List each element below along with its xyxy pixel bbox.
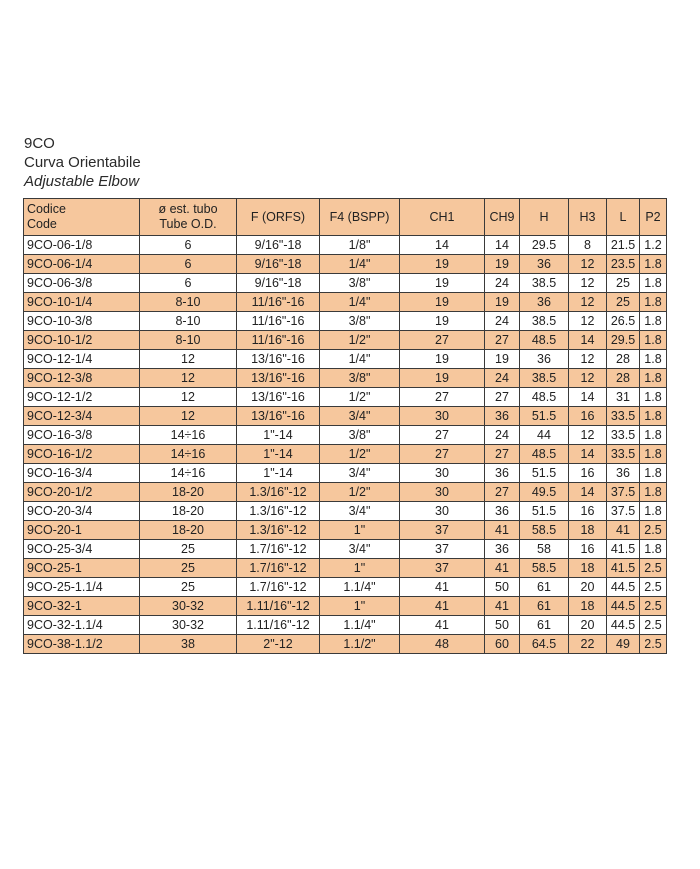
cell-ch9: 19 — [485, 293, 520, 312]
cell-h3: 20 — [569, 616, 607, 635]
cell-l: 23.5 — [607, 255, 640, 274]
cell-ch1: 19 — [400, 369, 485, 388]
cell-ch9: 19 — [485, 350, 520, 369]
cell-f4: 1/2" — [320, 445, 400, 464]
col-header-h: H — [520, 199, 569, 236]
cell-h3: 18 — [569, 559, 607, 578]
cell-ch1: 19 — [400, 312, 485, 331]
cell-tube: 12 — [140, 369, 237, 388]
cell-p2: 2.5 — [640, 521, 667, 540]
cell-ch1: 14 — [400, 236, 485, 255]
cell-h: 48.5 — [520, 445, 569, 464]
cell-h: 61 — [520, 616, 569, 635]
col-header-code-it: Codice — [27, 202, 66, 216]
cell-tube: 12 — [140, 388, 237, 407]
table-row — [24, 559, 667, 578]
cell-f4: 1" — [320, 521, 400, 540]
cell-code: 9CO-12-1/4 — [24, 350, 140, 369]
cell-f: 1.3/16"-12 — [237, 521, 320, 540]
table-row — [24, 502, 667, 521]
cell-f4: 1" — [320, 597, 400, 616]
cell-h: 51.5 — [520, 502, 569, 521]
table-row — [24, 540, 667, 559]
cell-f: 13/16"-16 — [237, 350, 320, 369]
cell-h: 48.5 — [520, 388, 569, 407]
cell-h3: 12 — [569, 426, 607, 445]
cell-ch1: 19 — [400, 274, 485, 293]
col-header-tube-en: Tube O.D. — [159, 217, 217, 231]
cell-h3: 12 — [569, 255, 607, 274]
cell-l: 29.5 — [607, 331, 640, 350]
cell-l: 28 — [607, 369, 640, 388]
table-row — [24, 293, 667, 312]
cell-tube: 8-10 — [140, 331, 237, 350]
cell-code: 9CO-12-3/8 — [24, 369, 140, 388]
product-title-italian: Curva Orientabile — [24, 154, 141, 171]
cell-code: 9CO-20-1/2 — [24, 483, 140, 502]
product-code: 9CO — [24, 135, 55, 152]
table-row — [24, 521, 667, 540]
cell-h: 64.5 — [520, 635, 569, 654]
cell-code: 9CO-10-1/2 — [24, 331, 140, 350]
cell-ch1: 37 — [400, 521, 485, 540]
cell-code: 9CO-06-3/8 — [24, 274, 140, 293]
cell-p2: 2.5 — [640, 635, 667, 654]
col-header-tube-it: ø est. tubo — [158, 202, 218, 216]
cell-code: 9CO-16-3/8 — [24, 426, 140, 445]
table-row — [24, 445, 667, 464]
cell-f: 1"-14 — [237, 426, 320, 445]
table-row — [24, 407, 667, 426]
cell-f4: 3/8" — [320, 312, 400, 331]
cell-code: 9CO-20-3/4 — [24, 502, 140, 521]
cell-ch9: 27 — [485, 388, 520, 407]
cell-ch9: 24 — [485, 369, 520, 388]
cell-ch1: 41 — [400, 616, 485, 635]
cell-f: 2"-12 — [237, 635, 320, 654]
cell-p2: 2.5 — [640, 559, 667, 578]
cell-ch1: 27 — [400, 388, 485, 407]
spec-table — [23, 198, 667, 654]
cell-ch1: 37 — [400, 540, 485, 559]
cell-ch9: 27 — [485, 331, 520, 350]
cell-code: 9CO-25-1.1/4 — [24, 578, 140, 597]
cell-h3: 18 — [569, 521, 607, 540]
cell-tube: 18-20 — [140, 502, 237, 521]
table-row — [24, 578, 667, 597]
cell-tube: 30-32 — [140, 616, 237, 635]
cell-h3: 18 — [569, 597, 607, 616]
cell-h3: 14 — [569, 388, 607, 407]
cell-f4: 1/2" — [320, 331, 400, 350]
cell-tube: 38 — [140, 635, 237, 654]
cell-tube: 12 — [140, 407, 237, 426]
cell-ch9: 27 — [485, 483, 520, 502]
cell-f: 11/16"-16 — [237, 312, 320, 331]
product-title-english: Adjustable Elbow — [24, 173, 140, 190]
col-header-code — [24, 199, 140, 236]
cell-ch9: 24 — [485, 312, 520, 331]
cell-ch1: 30 — [400, 464, 485, 483]
table-row — [24, 426, 667, 445]
table-row — [24, 635, 667, 654]
cell-tube: 6 — [140, 274, 237, 293]
cell-f: 13/16"-16 — [237, 388, 320, 407]
product-heading — [24, 134, 141, 191]
cell-h: 58.5 — [520, 521, 569, 540]
cell-h: 48.5 — [520, 331, 569, 350]
cell-f: 13/16"-16 — [237, 407, 320, 426]
cell-h3: 14 — [569, 483, 607, 502]
cell-p2: 1.8 — [640, 388, 667, 407]
table-body — [24, 236, 667, 654]
cell-f4: 1/2" — [320, 388, 400, 407]
col-header-tube — [140, 199, 237, 236]
cell-f: 11/16"-16 — [237, 331, 320, 350]
cell-p2: 1.8 — [640, 502, 667, 521]
cell-code: 9CO-12-3/4 — [24, 407, 140, 426]
cell-ch9: 27 — [485, 445, 520, 464]
cell-ch1: 19 — [400, 293, 485, 312]
cell-p2: 1.8 — [640, 293, 667, 312]
cell-tube: 18-20 — [140, 521, 237, 540]
cell-ch1: 41 — [400, 597, 485, 616]
cell-p2: 2.5 — [640, 616, 667, 635]
cell-l: 37.5 — [607, 483, 640, 502]
cell-l: 44.5 — [607, 616, 640, 635]
cell-code: 9CO-06-1/8 — [24, 236, 140, 255]
cell-h: 36 — [520, 293, 569, 312]
cell-ch9: 41 — [485, 559, 520, 578]
cell-h: 44 — [520, 426, 569, 445]
cell-h3: 22 — [569, 635, 607, 654]
cell-h: 51.5 — [520, 464, 569, 483]
cell-ch1: 30 — [400, 502, 485, 521]
table-row — [24, 483, 667, 502]
cell-f4: 1.1/2" — [320, 635, 400, 654]
cell-code: 9CO-10-1/4 — [24, 293, 140, 312]
cell-h: 49.5 — [520, 483, 569, 502]
cell-h: 38.5 — [520, 369, 569, 388]
table-row — [24, 388, 667, 407]
cell-l: 41.5 — [607, 540, 640, 559]
cell-h3: 12 — [569, 274, 607, 293]
cell-tube: 25 — [140, 559, 237, 578]
cell-f: 1.11/16"-12 — [237, 616, 320, 635]
cell-l: 33.5 — [607, 445, 640, 464]
cell-ch9: 36 — [485, 540, 520, 559]
cell-l: 25 — [607, 293, 640, 312]
cell-f4: 1" — [320, 559, 400, 578]
cell-l: 44.5 — [607, 597, 640, 616]
cell-f4: 3/8" — [320, 274, 400, 293]
cell-h: 36 — [520, 255, 569, 274]
table-row — [24, 369, 667, 388]
cell-l: 49 — [607, 635, 640, 654]
cell-ch9: 36 — [485, 464, 520, 483]
cell-code: 9CO-32-1.1/4 — [24, 616, 140, 635]
cell-f4: 3/8" — [320, 369, 400, 388]
cell-f4: 3/4" — [320, 407, 400, 426]
cell-l: 31 — [607, 388, 640, 407]
cell-ch1: 19 — [400, 255, 485, 274]
cell-tube: 8-10 — [140, 312, 237, 331]
cell-ch1: 41 — [400, 578, 485, 597]
cell-tube: 6 — [140, 255, 237, 274]
cell-code: 9CO-32-1 — [24, 597, 140, 616]
cell-f: 1"-14 — [237, 445, 320, 464]
cell-tube: 14÷16 — [140, 426, 237, 445]
cell-f4: 3/4" — [320, 464, 400, 483]
cell-f4: 3/4" — [320, 502, 400, 521]
cell-p2: 1.8 — [640, 426, 667, 445]
cell-tube: 12 — [140, 350, 237, 369]
cell-l: 25 — [607, 274, 640, 293]
cell-f4: 3/8" — [320, 426, 400, 445]
cell-ch1: 48 — [400, 635, 485, 654]
cell-f: 9/16"-18 — [237, 236, 320, 255]
cell-l: 28 — [607, 350, 640, 369]
table-row — [24, 274, 667, 293]
cell-p2: 2.5 — [640, 578, 667, 597]
cell-p2: 1.8 — [640, 350, 667, 369]
cell-tube: 14÷16 — [140, 445, 237, 464]
cell-ch1: 19 — [400, 350, 485, 369]
cell-ch9: 19 — [485, 255, 520, 274]
cell-p2: 1.8 — [640, 274, 667, 293]
table-row — [24, 616, 667, 635]
cell-code: 9CO-10-3/8 — [24, 312, 140, 331]
table-row — [24, 331, 667, 350]
cell-ch1: 30 — [400, 483, 485, 502]
col-header-code-en: Code — [27, 217, 57, 231]
cell-h3: 12 — [569, 369, 607, 388]
cell-h: 38.5 — [520, 274, 569, 293]
cell-p2: 1.8 — [640, 445, 667, 464]
cell-tube: 25 — [140, 578, 237, 597]
cell-p2: 1.8 — [640, 331, 667, 350]
cell-ch1: 30 — [400, 407, 485, 426]
cell-ch1: 27 — [400, 426, 485, 445]
cell-ch9: 50 — [485, 578, 520, 597]
cell-ch9: 24 — [485, 426, 520, 445]
table-row — [24, 597, 667, 616]
cell-h: 36 — [520, 350, 569, 369]
cell-f: 1.7/16"-12 — [237, 540, 320, 559]
cell-f4: 1/2" — [320, 483, 400, 502]
cell-h: 29.5 — [520, 236, 569, 255]
cell-h3: 16 — [569, 540, 607, 559]
cell-tube: 30-32 — [140, 597, 237, 616]
cell-p2: 1.8 — [640, 369, 667, 388]
cell-h3: 14 — [569, 445, 607, 464]
cell-f: 13/16"-16 — [237, 369, 320, 388]
cell-l: 33.5 — [607, 407, 640, 426]
cell-l: 44.5 — [607, 578, 640, 597]
cell-h3: 12 — [569, 350, 607, 369]
cell-ch9: 41 — [485, 597, 520, 616]
cell-f: 1.7/16"-12 — [237, 578, 320, 597]
cell-h3: 20 — [569, 578, 607, 597]
cell-h3: 12 — [569, 312, 607, 331]
cell-f4: 1/8" — [320, 236, 400, 255]
cell-f: 1.7/16"-12 — [237, 559, 320, 578]
cell-code: 9CO-12-1/2 — [24, 388, 140, 407]
table-row — [24, 236, 667, 255]
cell-p2: 1.8 — [640, 407, 667, 426]
col-header-f: F (ORFS) — [237, 199, 320, 236]
cell-h3: 8 — [569, 236, 607, 255]
cell-f: 1.11/16"-12 — [237, 597, 320, 616]
cell-f4: 1.1/4" — [320, 578, 400, 597]
cell-f4: 1/4" — [320, 255, 400, 274]
table-row — [24, 255, 667, 274]
cell-f: 9/16"-18 — [237, 274, 320, 293]
cell-tube: 6 — [140, 236, 237, 255]
cell-f4: 3/4" — [320, 540, 400, 559]
cell-ch9: 14 — [485, 236, 520, 255]
cell-ch9: 60 — [485, 635, 520, 654]
cell-code: 9CO-38-1.1/2 — [24, 635, 140, 654]
cell-ch9: 41 — [485, 521, 520, 540]
cell-h: 58 — [520, 540, 569, 559]
table-row — [24, 464, 667, 483]
cell-ch1: 27 — [400, 445, 485, 464]
cell-l: 26.5 — [607, 312, 640, 331]
cell-l: 41 — [607, 521, 640, 540]
col-header-ch9: CH9 — [485, 199, 520, 236]
cell-h3: 16 — [569, 502, 607, 521]
cell-f4: 1.1/4" — [320, 616, 400, 635]
cell-code: 9CO-16-1/2 — [24, 445, 140, 464]
cell-ch9: 50 — [485, 616, 520, 635]
cell-f: 1.3/16"-12 — [237, 483, 320, 502]
col-header-h3: H3 — [569, 199, 607, 236]
cell-h3: 14 — [569, 331, 607, 350]
col-header-f4: F4 (BSPP) — [320, 199, 400, 236]
cell-h: 38.5 — [520, 312, 569, 331]
cell-tube: 14÷16 — [140, 464, 237, 483]
cell-p2: 1.2 — [640, 236, 667, 255]
cell-tube: 8-10 — [140, 293, 237, 312]
cell-f4: 1/4" — [320, 293, 400, 312]
cell-p2: 1.8 — [640, 483, 667, 502]
cell-h3: 16 — [569, 407, 607, 426]
cell-code: 9CO-25-3/4 — [24, 540, 140, 559]
cell-h3: 16 — [569, 464, 607, 483]
cell-f: 1.3/16"-12 — [237, 502, 320, 521]
cell-p2: 2.5 — [640, 597, 667, 616]
cell-tube: 25 — [140, 540, 237, 559]
table-row — [24, 312, 667, 331]
cell-p2: 1.8 — [640, 464, 667, 483]
cell-code: 9CO-06-1/4 — [24, 255, 140, 274]
cell-f: 1"-14 — [237, 464, 320, 483]
cell-h: 51.5 — [520, 407, 569, 426]
cell-h: 61 — [520, 597, 569, 616]
cell-l: 36 — [607, 464, 640, 483]
cell-l: 33.5 — [607, 426, 640, 445]
cell-tube: 18-20 — [140, 483, 237, 502]
col-header-l: L — [607, 199, 640, 236]
cell-h3: 12 — [569, 293, 607, 312]
cell-f: 11/16"-16 — [237, 293, 320, 312]
cell-ch1: 27 — [400, 331, 485, 350]
cell-l: 21.5 — [607, 236, 640, 255]
cell-ch9: 36 — [485, 407, 520, 426]
table-row — [24, 350, 667, 369]
cell-code: 9CO-25-1 — [24, 559, 140, 578]
cell-f4: 1/4" — [320, 350, 400, 369]
cell-l: 37.5 — [607, 502, 640, 521]
col-header-p2: P2 — [640, 199, 667, 236]
cell-code: 9CO-20-1 — [24, 521, 140, 540]
cell-p2: 1.8 — [640, 312, 667, 331]
cell-p2: 1.8 — [640, 255, 667, 274]
table-header-row — [24, 199, 667, 236]
cell-code: 9CO-16-3/4 — [24, 464, 140, 483]
cell-ch9: 24 — [485, 274, 520, 293]
col-header-ch1: CH1 — [400, 199, 485, 236]
cell-h: 58.5 — [520, 559, 569, 578]
cell-ch9: 36 — [485, 502, 520, 521]
cell-p2: 1.8 — [640, 540, 667, 559]
cell-l: 41.5 — [607, 559, 640, 578]
cell-f: 9/16"-18 — [237, 255, 320, 274]
cell-ch1: 37 — [400, 559, 485, 578]
cell-h: 61 — [520, 578, 569, 597]
